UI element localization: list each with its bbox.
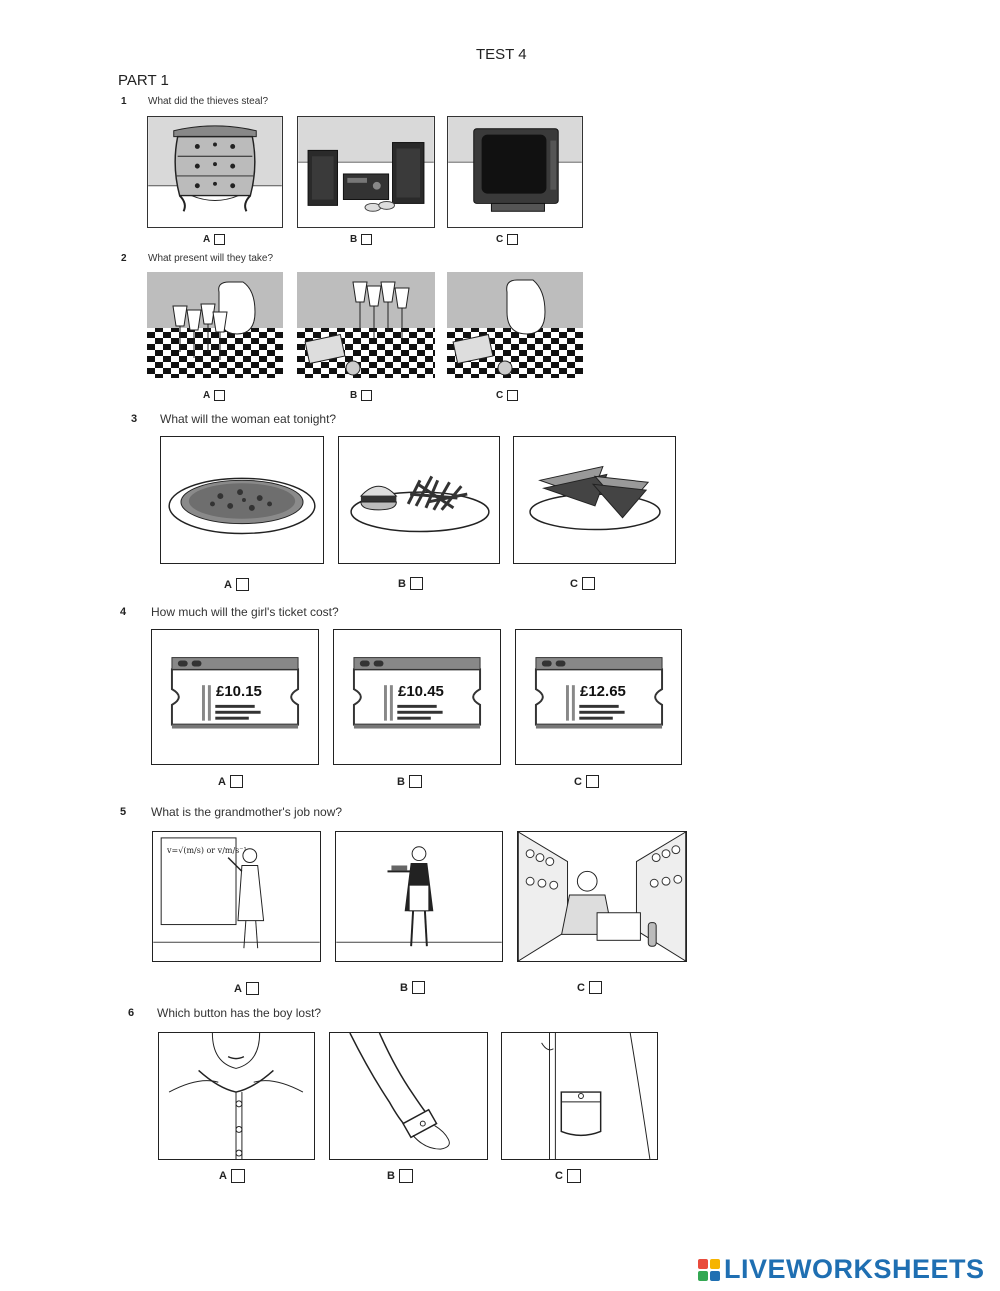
question-text-1: What did the thieves steal? xyxy=(148,96,269,107)
shirt-sleeve-icon xyxy=(330,1033,487,1159)
shirt-collar-icon xyxy=(159,1033,314,1159)
q6-option-a[interactable] xyxy=(219,1169,245,1183)
q6-option-c[interactable] xyxy=(555,1169,581,1183)
option-letter: C xyxy=(555,1170,563,1182)
question-number-3: 3 xyxy=(131,413,138,425)
q5-option-b-image xyxy=(335,831,503,962)
q1-option-c[interactable] xyxy=(496,234,518,245)
q4-option-a-image xyxy=(151,629,319,765)
waitress-icon xyxy=(336,832,502,961)
q4-option-a[interactable] xyxy=(218,775,243,788)
option-letter: A xyxy=(203,390,211,401)
q1-option-a-image xyxy=(147,116,283,228)
q2-option-a-image xyxy=(147,272,283,378)
q2-checkbox-c[interactable] xyxy=(507,390,518,401)
q2-option-b-image xyxy=(297,272,435,378)
q4-checkbox-a[interactable] xyxy=(230,775,243,788)
chest-of-drawers-icon xyxy=(148,117,282,227)
burger-and-chips-icon xyxy=(339,437,499,563)
question-text-6: Which button has the boy lost? xyxy=(157,1006,322,1020)
part-heading: PART 1 xyxy=(118,72,169,89)
q4-option-c-image xyxy=(515,629,682,765)
option-letter: A xyxy=(203,234,211,245)
q6-checkbox-b[interactable] xyxy=(399,1169,413,1183)
option-letter: C xyxy=(574,775,582,788)
logo-blocks-icon xyxy=(698,1259,720,1281)
question-text-3: What will the woman eat tonight? xyxy=(160,412,337,426)
q3-checkbox-a[interactable] xyxy=(236,578,249,591)
q3-option-a[interactable] xyxy=(224,578,249,591)
q1-option-c-image xyxy=(447,116,583,228)
q5-option-b[interactable] xyxy=(400,981,425,994)
liveworksheets-logo xyxy=(698,1254,985,1285)
option-letter: A xyxy=(218,775,226,788)
sandwiches-icon xyxy=(514,437,675,563)
q5-option-a[interactable] xyxy=(234,982,259,995)
question-number-4: 4 xyxy=(120,606,127,618)
option-letter: A xyxy=(234,982,242,995)
q1-checkbox-b[interactable] xyxy=(361,234,372,245)
q2-option-c[interactable] xyxy=(496,390,518,401)
q3-checkbox-b[interactable] xyxy=(410,577,423,590)
q1-option-a[interactable] xyxy=(203,234,225,245)
q6-checkbox-c[interactable] xyxy=(567,1169,581,1183)
q4-option-b-image xyxy=(333,629,501,765)
logo-text: LIVEWORKSHEETS xyxy=(724,1254,985,1284)
q3-option-c-image xyxy=(513,436,676,564)
television-icon xyxy=(448,117,582,227)
question-text-2: What present will they take? xyxy=(148,253,274,264)
question-number-5: 5 xyxy=(120,806,127,818)
q2-option-b[interactable] xyxy=(350,390,372,401)
option-letter: B xyxy=(387,1170,395,1182)
question-text-5: What is the grandmother's job now? xyxy=(151,805,343,819)
q4-option-b[interactable] xyxy=(397,775,422,788)
question-number-2: 2 xyxy=(121,253,127,264)
option-letter: B xyxy=(397,775,405,788)
q1-checkbox-a[interactable] xyxy=(214,234,225,245)
option-letter: C xyxy=(577,981,585,994)
glasses-and-cds-icon xyxy=(297,272,435,378)
q6-option-a-image xyxy=(158,1032,315,1160)
question-number-1: 1 xyxy=(121,96,127,107)
q4-checkbox-b[interactable] xyxy=(409,775,422,788)
q2-option-c-image xyxy=(447,272,583,378)
option-letter: B xyxy=(400,981,408,994)
q1-option-b-image xyxy=(297,116,435,228)
q6-option-b-image xyxy=(329,1032,488,1160)
q5-option-c-image xyxy=(517,831,687,962)
q3-option-c[interactable] xyxy=(570,577,595,590)
q4-checkbox-c[interactable] xyxy=(586,775,599,788)
q5-option-c[interactable] xyxy=(577,981,602,994)
q6-option-b[interactable] xyxy=(387,1169,413,1183)
q5-checkbox-b[interactable] xyxy=(412,981,425,994)
supermarket-cashier-icon xyxy=(518,832,686,961)
option-letter: B xyxy=(350,234,358,245)
q5-option-a-image xyxy=(152,831,321,962)
whiteboard-formula: v=√(m/s) or v/m/s⁻¹ xyxy=(167,846,247,855)
q2-checkbox-a[interactable] xyxy=(214,390,225,401)
ticket-price: £12.65 xyxy=(580,683,626,700)
glasses-and-jug-icon xyxy=(147,272,283,378)
option-letter: B xyxy=(398,577,406,590)
option-letter: A xyxy=(224,578,232,591)
q3-option-b-image xyxy=(338,436,500,564)
q3-checkbox-c[interactable] xyxy=(582,577,595,590)
option-letter: C xyxy=(496,390,504,401)
option-letter: A xyxy=(219,1170,227,1182)
q3-option-a-image xyxy=(160,436,324,564)
q5-checkbox-c[interactable] xyxy=(589,981,602,994)
q1-checkbox-c[interactable] xyxy=(507,234,518,245)
option-letter: B xyxy=(350,390,358,401)
question-number-6: 6 xyxy=(128,1007,135,1019)
shirt-pocket-icon xyxy=(502,1033,657,1159)
q3-option-b[interactable] xyxy=(398,577,423,590)
q5-checkbox-a[interactable] xyxy=(246,982,259,995)
q1-option-b[interactable] xyxy=(350,234,372,245)
q4-option-c[interactable] xyxy=(574,775,599,788)
test-title: TEST 4 xyxy=(476,46,527,63)
option-letter: C xyxy=(496,234,504,245)
q2-option-a[interactable] xyxy=(203,390,225,401)
option-letter: C xyxy=(570,577,578,590)
question-text-4: How much will the girl's ticket cost? xyxy=(151,605,339,619)
pizza-icon xyxy=(161,437,323,563)
stereo-system-icon xyxy=(298,117,434,227)
jug-and-cds-icon xyxy=(447,272,583,378)
q6-option-c-image xyxy=(501,1032,658,1160)
ticket-price: £10.45 xyxy=(398,683,444,700)
ticket-price: £10.15 xyxy=(216,683,262,700)
q2-checkbox-b[interactable] xyxy=(361,390,372,401)
q6-checkbox-a[interactable] xyxy=(231,1169,245,1183)
